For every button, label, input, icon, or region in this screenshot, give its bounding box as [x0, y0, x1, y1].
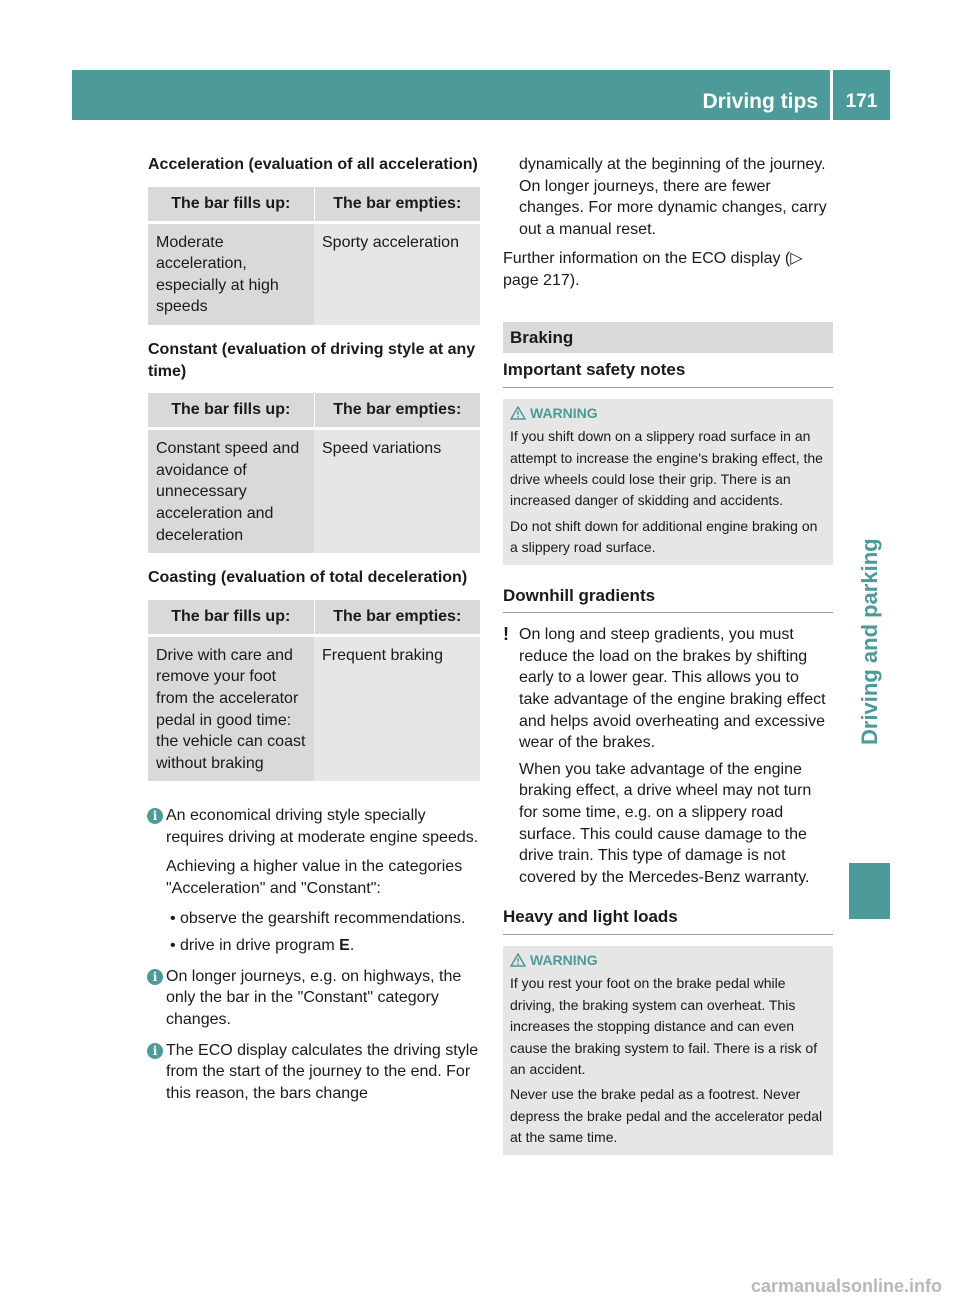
- info-paragraph: The ECO display calculates the driving style from the start of the journey to the end. For this reason, the bars change: [166, 1041, 479, 1102]
- coasting-heading: Coasting (evaluation of total deceleration): [148, 569, 468, 587]
- table-header-fills: The bar fills up:: [148, 187, 314, 221]
- caution-note-downhill: [503, 624, 833, 888]
- table-header-empties: The bar empties:: [314, 600, 480, 634]
- page-number: 171: [845, 91, 878, 112]
- note-paragraph: On long and steep gradients, you must reduce the load on the brakes by shifting early to a lower gear. This allows you to take advantage of the engine braking effect and helps avoid overheating and excessive wear of the brakes.: [519, 626, 826, 752]
- warning-triangle-icon: [510, 953, 526, 967]
- chapter-side-tab-label: Driving and parking: [857, 538, 882, 745]
- list-item: [166, 935, 480, 957]
- right-column: [503, 154, 833, 1175]
- warning-paragraph: Never use the brake pedal as a footrest. Never depress the brake pedal and the accelerator pedal at the same time.: [510, 1086, 823, 1146]
- chapter-side-tab: [849, 125, 890, 835]
- exclamation-icon: !: [503, 624, 509, 645]
- info-note-eco-display: [148, 1040, 480, 1105]
- table-cell-fills: Moderate acceleration, especially at high speeds: [148, 224, 314, 325]
- table-cell-fills: Drive with care and remove your foot from the accelerator pedal in good time: the vehicle can coast without braking: [148, 637, 314, 782]
- warning-label: WARNING: [530, 404, 598, 421]
- continued-paragraph: dynamically at the beginning of the journey. On longer journeys, there are fewer changes. For more dynamic changes, carry out a manual reset.: [519, 156, 827, 238]
- table-row: [148, 430, 480, 553]
- safety-notes-heading: Important safety notes: [503, 359, 833, 388]
- list-item-text: drive in drive program: [180, 937, 340, 955]
- warning-header: [510, 950, 826, 971]
- info-paragraph: Achieving a higher value in the categories "Acceleration" and "Constant":: [166, 858, 463, 898]
- table-row: [148, 637, 480, 782]
- constant-table: [148, 393, 480, 553]
- list-item: [166, 908, 480, 930]
- table-header-fills: The bar fills up:: [148, 600, 314, 634]
- loads-heading: Heavy and light loads: [503, 906, 833, 935]
- table-row: [148, 224, 480, 325]
- warning-label: WARNING: [530, 951, 598, 968]
- coasting-table: [148, 600, 480, 782]
- downhill-heading: Downhill gradients: [503, 585, 833, 614]
- table-cell-fills: Constant speed and avoidance of unnecessary acceleration and deceleration: [148, 430, 314, 553]
- warning-box-downshift: [503, 399, 833, 565]
- table-header-fills: The bar fills up:: [148, 393, 314, 427]
- info-note-economical: [148, 805, 480, 957]
- table-cell-empties: Sporty acceleration: [314, 224, 480, 325]
- watermark: carmanualsonline.info: [750, 1276, 942, 1296]
- acceleration-heading: Acceleration (evaluation of all acceleration): [148, 156, 478, 173]
- further-info-paragraph: Further information on the ECO display (▷ page 217).: [503, 250, 803, 289]
- table-header-empties: The bar empties:: [314, 393, 480, 427]
- info-note-highways: [148, 966, 480, 1031]
- warning-triangle-icon: [510, 406, 526, 420]
- acceleration-table: [148, 187, 480, 325]
- info-paragraph: An economical driving style specially requires driving at moderate engine speeds.: [166, 807, 479, 846]
- table-header-empties: The bar empties:: [314, 187, 480, 221]
- info-icon: i: [147, 1043, 163, 1059]
- table-cell-empties: Speed variations: [314, 430, 480, 553]
- constant-heading: Constant (evaluation of driving style at any time): [148, 340, 476, 380]
- info-paragraph: On longer journeys, e.g. on highways, the only the bar in the "Constant" category changes.: [166, 967, 462, 1029]
- bullet-icon: •: [170, 909, 176, 927]
- section-title: Driving tips: [702, 90, 818, 113]
- warning-paragraph: If you shift down on a slippery road surface in an attempt to increase the engine's braking effect, the drive wheels could lose their grip. There is an increased danger of skidding and accidents.: [510, 428, 823, 509]
- list-item-text: observe the gearshift recommendations.: [180, 909, 466, 927]
- table-cell-empties: Frequent braking: [314, 637, 480, 782]
- drive-program-letter: E: [339, 937, 350, 955]
- bullet-icon: •: [170, 937, 176, 955]
- warning-box-brake-pedal: [503, 946, 833, 1155]
- info-icon: i: [147, 808, 163, 824]
- left-column: [148, 154, 480, 1113]
- list-item-suffix: .: [349, 937, 355, 955]
- warning-paragraph: If you rest your foot on the brake pedal while driving, the braking system can overheat. This increases the stopping distance and can even cause the braking system to fail. There is a risk of an accident.: [510, 975, 818, 1077]
- note-paragraph: When you take advantage of the engine braking effect, a drive wheel may not turn for some time, e.g. on a slippery road surface. This could cause damage to the drive train. This type of damage is not covered by the Mercedes-Benz warranty.: [519, 760, 812, 886]
- braking-section-title: Braking: [503, 322, 833, 354]
- warning-header: [510, 403, 826, 424]
- info-icon: i: [147, 969, 163, 985]
- warning-paragraph: Do not shift down for additional engine braking on a slippery road surface.: [510, 517, 818, 556]
- chapter-marker: [849, 863, 890, 919]
